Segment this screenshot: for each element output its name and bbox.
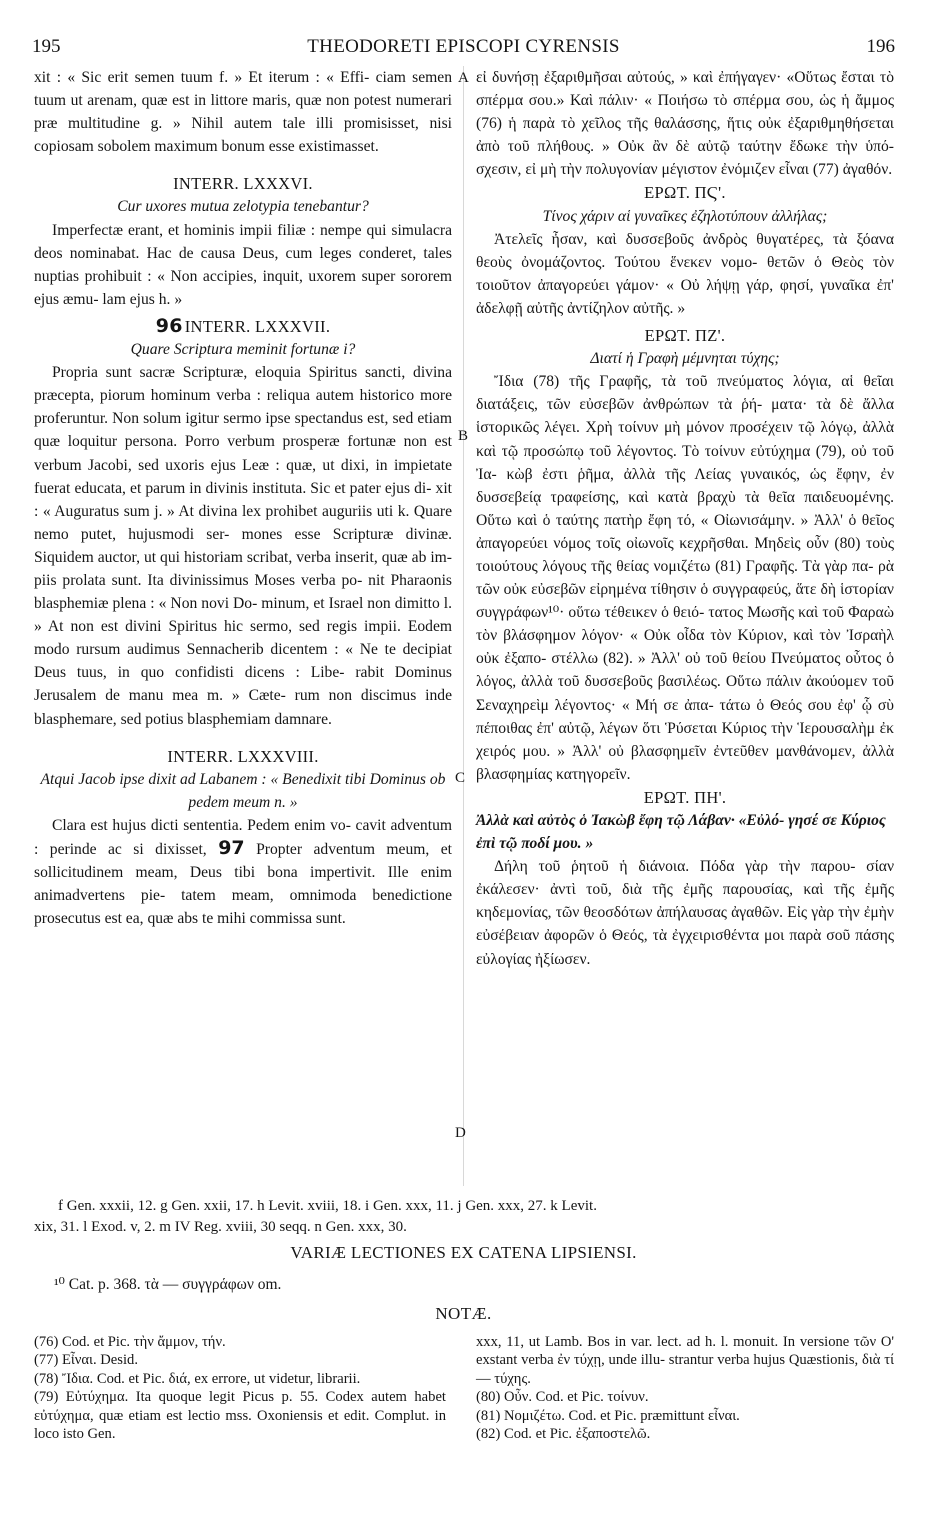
- column-number-97: 97: [218, 837, 245, 859]
- greek-paragraph-intro: εἰ δυνήσῃ ἐξαριθμῆσαι αὐτούς, » καὶ ἐπήγαγεν· «Οὕτως ἔσται τὸ σπέρμα σου.» Καὶ πάλιν· « Ποιήσω τὸ σπέρμα σου, ὡς ἡ ἄμμος (76) ἡ παρὰ τὸ χεῖλος τῆς θαλάσσης, ἥτις οὐκ ἐξαριθμηθήσεται ἀπὸ τοῦ πλήθους. » Οὐκ ἂν δὲ αὐτῷ ταύτην ἔδωκε τὴν ὑπό- σχεσιν, εἰ μὴ τὴν πολυγονίαν μέγιστον ἐνόμιζεν εἶναι (77) ἀγαθόν.: [476, 69, 894, 179]
- page-number-left: 195: [32, 36, 61, 57]
- latin-heading-87-text: INTERR. LXXXVII.: [184, 316, 331, 336]
- latin-heading-87: [34, 315, 452, 338]
- latin-answer-87: Propria sunt sacræ Scripturæ, eloquia Spiritus sancti, divina præcepta, piorum hominum verba : reliqua autem historico more proferuntur. Non solum igitur sermo ipse spectandus est, sed etiam quæ loquitur persona. Porro verbum prosperæ fortunæ non est verbum Jacobi, sed uxoris ejus Leæ : quæ, ut dixi, in impietate fuerat educata, et parum in divinis instituta. Sic et pater ejus di- xit : « Auguratus sum j. » At divina lex prohibet auguriis uti k. Quare nemo putet, hujusmodi ser- mones esse Scripturæ divinæ. Siquidem auctor, ut qui historiam scribat, verba inserit, quæ ab im- piis prolata sunt. Ita divinissimus Moses verba po- nit Pharaonis blasphemiæ plena : « Non novi Do- minum, et Israel non dimitto l. » At non est divini Spiritus hic sermo, sed regis impii. Eodem modo rursum audimus Sennacherib dicentem : « Ne te decipiat Deus tuus, in quo confidisti dicens : Libe- rabit Dominus Jerusalem de manu mea m. » Cæte- rum non discimus inde blasphemare, sed potius blasphemiam damnare.: [34, 364, 452, 728]
- note-item: (77) Εἶναι. Desid.: [34, 1352, 138, 1369]
- greek-heading-87: ΕΡΩΤ. ΠΖ'.: [644, 326, 726, 346]
- latin-answer-88: [34, 814, 452, 930]
- variae-lectiones-line: ¹⁰ Cat. p. 368. τὰ — συγγράφων om.: [54, 1276, 282, 1293]
- latin-column: [34, 66, 452, 930]
- note-item: (80) Οὖν. Cod. et Pic. τοίνυν.: [476, 1389, 649, 1406]
- margin-letter-a: A: [458, 70, 469, 86]
- note-item: (79) Εὐτύχημα. Ita quoque legit Picus p. 55. Codex autem habet εὐτύχημα, quæ etiam est lectio mss. Oxoniensis et edit. Complut. in loco isto Gen.: [34, 1389, 446, 1443]
- latin-question-86: Cur uxores mutua zelotypia tenebantur?: [117, 198, 369, 216]
- greek-answer-87: Ἴδια (78) τῆς Γραφῆς, τὰ τοῦ πνεύματος λόγια, αἱ θεῖαι διατάξεις, τῶν εὐσεβῶν ἀνθρώπων τὰ ῥή- ματα· τὰ δὲ ἄλλα ἱστορικῶς λέγει. Χρὴ τοίνυν μὴ μόνον προσέχειν τῷ λόγῳ, ἀλλὰ καὶ τῷ προσώπῳ τοῦ λέγοντος. Τὸ τοίνυν εὐτύχημα (79), οὐ τοῦ Ἰα- κὼβ ἐστι ῥῆμα, ἀλλὰ τῆς Λείας γυναικός, ὡς ἔφην, ἐν δυσσεβείᾳ τραφείσης, καὶ κατὰ βραχὺ τὰ θεῖα παιδευομένης. Οὕτω καὶ ὁ ταύτης πατὴρ ἔφη τό, « Οἰωνισάμην. » Ἀλλ' ὁ θεῖος ἀπαγορεύει νόμος τοῖς οἰωνοῖς κεχρῆσθαι. Μηδεὶς οὖν (80) τοὺς τοιούτους λόγους τῆς θείας νομιζέτω (81) Γραφῆς. Τὰ γὰρ πα- ρὰ τῶν οὐκ εὐσεβῶν εἰρημένα τίθησιν ὁ συγγραφεύς, ἅτε δὴ ἱστορίαν συγγράφων¹⁰· οὕτω τέθεικεν ὁ θειό- τατος Μωσῆς καὶ τοῦ Φαραὼ τὸν βλάσφημον λόγον· « Οὐκ οἶδα τὸν Κύριον, καὶ τὸν Ἰσραὴλ οὐκ ἐξαπο- στέλλω (82). » Ἀλλ' οὐ τοῦ θείου Πνεύματος οὗτος ὁ λόγος, ἀλλὰ τοῦ δυσσεβοῦς βασιλέως. Οὕτω πάλιν ἀκούομεν τοῦ Σεναχηρεὶμ λέγοντος· « Μή σε ἀπα- τάτω ὁ Θεός σου ἐφ' ᾧ σὺ πέποιθας ἐπ' αὐτῷ, λέγων ὅτι Ῥύσεται Κύριος τὴν Ἱερουσαλὴμ ἐκ χειρός μου. » Ἀλλ' οὐ βλασφημεῖν ἐντεῦθεν μανθάνομεν, ἀλλὰ βλασφημίας κατηγορεῖν.: [476, 373, 894, 783]
- latin-answer-86: Imperfectæ erant, et hominis impii filiæ : nempe qui simulacra deos nominabat. Hac de causa Deus, cum leges conderet, tales nuptias prohibuit : « Non accipies, inquit, uxorem super sororem ejus æmu- lam ejus h. »: [34, 221, 452, 308]
- margin-letter-d: D: [455, 1125, 466, 1141]
- greek-heading-88: ΕΡΩΤ. ΠΗ'.: [643, 787, 727, 807]
- latin-heading-86: INTERR. LXXXVI.: [173, 174, 313, 194]
- latin-heading-88: INTERR. LXXXVIII.: [167, 746, 319, 766]
- notes-left-column: [34, 1333, 446, 1443]
- column-number-96: 96: [155, 314, 183, 337]
- scripture-references: [34, 1196, 894, 1238]
- latin-question-88: Atqui Jacob ipse dixit ad Labanem : « Benedixit tibi Dominus ob pedem meum n. »: [40, 770, 446, 811]
- reference-line-2: xix, 31. l Exod. v, 2. m IV Reg. xviii, 30 seqq. n Gen. xxx, 30.: [34, 1219, 407, 1235]
- page-header: [32, 36, 895, 60]
- greek-question-86: Τίνος χάριν αἱ γυναῖκες ἐζηλοτύπουν ἀλλήλας;: [542, 207, 828, 225]
- running-title: THEODORETI EPISCOPI CYRENSIS: [307, 36, 620, 57]
- note-item: xxx, 11, ut Lamb. Bos in var. lect. ad h. l. monuit. In versione τῶν O' exstant verba ἐν τύχῃ, unde illu- strantur verba hujus Quæstionis, διὰ τί — τύχης.: [476, 1334, 894, 1387]
- note-item: (76) Cod. et Pic. τὴν ἄμμον, τήν.: [34, 1334, 226, 1350]
- greek-answer-86: Ἀτελεῖς ἦσαν, καὶ δυσσεβοῦς ἀνδρὸς θυγατέρες, τὰ ξόανα θεοὺς ὀνομάζοντος. Τούτου ἕνεκεν νομο- θετῶν ὁ Θεὸς τὸν τοιοῦτον ἀπαγορεύει γάμον· « Οὐ λήψῃ γάρ, φησί, γυναῖκα ἐπ' ἀδελφῇ αὐτῆς ἀντίζηλον αὐτῆς. »: [476, 230, 894, 317]
- margin-letter-b: B: [458, 428, 469, 444]
- greek-question-87: Διατί ἡ Γραφὴ μέμνηται τύχης;: [590, 350, 780, 368]
- note-item: (81) Νομιζέτω. Cod. et Pic. præmittunt εἶναι.: [476, 1407, 740, 1424]
- greek-question-88: Ἀλλὰ καὶ αὐτὸς ὁ Ἰακὼβ ἔφη τῷ Λάβαν· «Εὐλό- γησέ σε Κύριος ἐπὶ τῷ ποδί μου. »: [476, 812, 886, 853]
- greek-answer-88: Δήλη τοῦ ῥητοῦ ἡ διάνοια. Πόδα γὰρ τὴν παρου- σίαν ἐκάλεσεν· ἀντὶ τοῦ, διὰ τῆς ἐμῆς παρουσίας, καὶ τῆς ἐμῆς κηδεμονίας, τῶν θεοσδότων ἀπήλαυσας ἀγαθῶν. Εἰς γὰρ τὴν ἐμὴν εὐσέβειαν ἀφορῶν ὁ Θεός, τὰ ἐγχειρισθέντα μοι παρὰ σοῦ πάσης εὐλογίας ἠξίωσεν.: [476, 858, 894, 968]
- latin-paragraph-intro: xit : « Sic erit semen tuum f. » Et iterum : « Effi- ciam semen tuum ut arenam, quæ est in littore maris, quæ non potest numerari præ multitudine g. » Nihil autem tale illi promisisset, nisi copiosam sobolem maximum bonum esse existimasset.: [34, 69, 452, 156]
- reference-line-1: f Gen. xxxii, 12. g Gen. xxii, 17. h Levit. xviii, 18. i Gen. xxx, 11. j Gen. xxx, 27. k Levit.: [58, 1198, 597, 1214]
- greek-column: [476, 66, 894, 971]
- column-divider: [463, 66, 464, 1186]
- notes-right-column: [476, 1333, 894, 1443]
- latin-answer-88-part2: Propter adventum meum, et sollicitudinem meam, Deus tibi bona impertivit. Ille enim animadvertens pie- tatem meam, omnimoda benedictione prosecutus est ea, quæ abs te mihi commissa sunt.: [34, 841, 453, 928]
- notae-heading: NOTÆ.: [435, 1304, 492, 1323]
- margin-letter-c: C: [455, 770, 466, 786]
- note-item: (78) Ἴδια. Cod. et Pic. διά, ex errore, ut videtur, librarii.: [34, 1370, 361, 1387]
- latin-question-87: Quare Scriptura meminit fortunæ i?: [130, 341, 356, 359]
- variae-lectiones-heading: VARIÆ LECTIONES EX CATENA LIPSIENSI.: [290, 1243, 637, 1262]
- page-number-right: 196: [866, 36, 895, 57]
- note-item: (82) Cod. et Pic. ἐξαποστελῶ.: [476, 1426, 651, 1443]
- latin-answer-88-part1: Clara est hujus dicti sententia. Pedem enim vo- cavit adventum : perinde ac si dixisset,: [34, 816, 452, 858]
- greek-heading-86: ΕΡΩΤ. ΠϚ'.: [644, 183, 726, 203]
